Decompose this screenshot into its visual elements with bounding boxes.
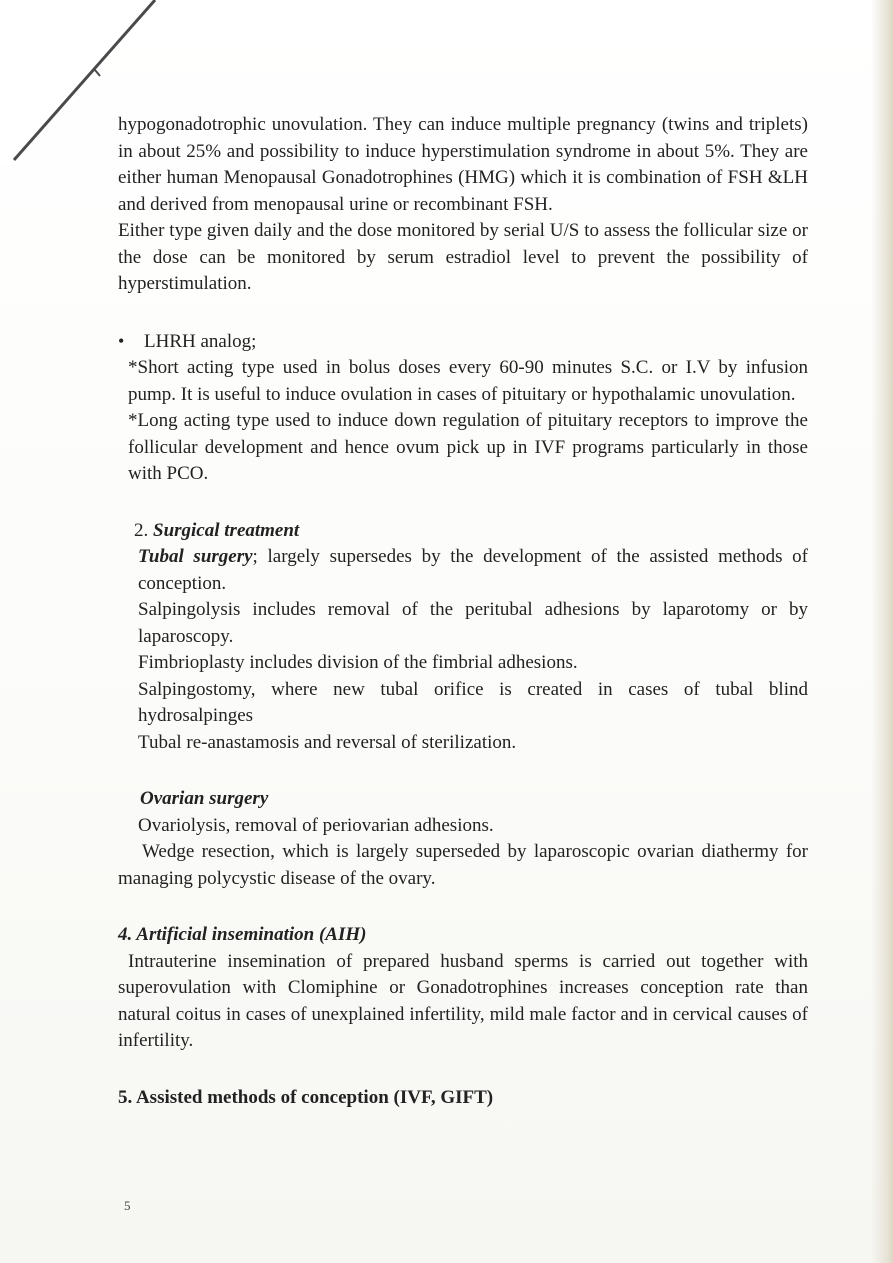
page-edge-shadow <box>871 0 893 1263</box>
assisted-methods-heading: 5. Assisted methods of conception (IVF, GIFT) <box>118 1086 494 1108</box>
lhrh-long-acting: *Long acting type used to induce down regulation of pituitary receptors to improve the follicular development and hence ovum pick up in IVF programs particularly in those with PCO. <box>128 410 808 484</box>
lhrh-short-acting: *Short acting type used in bolus doses every 60-90 minutes S.C. or I.V by infusion pump. It is useful to induce ovulation in cases of pituitary or hypothalamic unovulation. <box>128 357 808 405</box>
ovarian-line-1: Ovariolysis, removal of periovarian adhesions. <box>138 814 494 836</box>
tubal-surgery-paragraph <box>138 544 808 597</box>
intro-paragraph: hypogonadotrophic unovulation. They can induce multiple pregnancy (twins and triplets) in about 25% and possibility to induce hyperstimulation syndrome in about 5%. They are either human Menopausal Gonadotrophines (HMG) which it is combination of FSH &LH and derived from menopausal urine or recombinant FSH. <box>118 114 808 215</box>
surgical-number: 2. <box>134 519 149 541</box>
bullet-icon: • <box>118 330 125 351</box>
tubal-surgery-label: Tubal surgery <box>138 546 253 567</box>
page-number: 5 <box>124 1198 131 1213</box>
insemination-heading: 4. Artificial insemination (AIH) <box>118 924 367 945</box>
document-body <box>118 112 808 1111</box>
insemination-paragraph: Intrauterine insemination of prepared husband sperms is carried out together with superovulation with Clomiphine or Gonadotrophines increases conception rate than natural coitus in cases of unexplained infertility, mild male factor and in cervical causes of infertility. <box>118 950 808 1051</box>
surgical-heading <box>134 518 808 545</box>
surgical-item: Salpingolysis includes removal of the peritubal adhesions by laparotomy or by laparoscopy. <box>138 599 808 647</box>
surgical-item: Fimbrioplasty includes division of the fimbrial adhesions. <box>138 652 578 673</box>
lhrh-heading: LHRH analog; <box>144 330 257 352</box>
ovarian-line-2: Wedge resection, which is largely superseded by laparoscopic ovarian diathermy for managing polycystic disease of the ovary. <box>118 841 808 889</box>
surgical-title: Surgical treatment <box>153 519 300 541</box>
intro-paragraph-2: Either type given daily and the dose monitored by serial U/S to assess the follicular size or the dose can be monitored by serum estradiol level to prevent the possibility of hyperstimulation. <box>118 220 808 294</box>
ovarian-surgery-heading: Ovarian surgery <box>140 788 269 809</box>
tubal-surgery-text: ; largely supersedes by the development of the assisted methods of conception. <box>138 546 808 594</box>
surgical-item: Salpingostomy, where new tubal orifice is created in cases of tubal blind hydrosalpinges <box>138 678 808 726</box>
lhrh-heading-row <box>118 328 808 356</box>
surgical-item: Tubal re-anastamosis and reversal of sterilization. <box>138 731 517 753</box>
